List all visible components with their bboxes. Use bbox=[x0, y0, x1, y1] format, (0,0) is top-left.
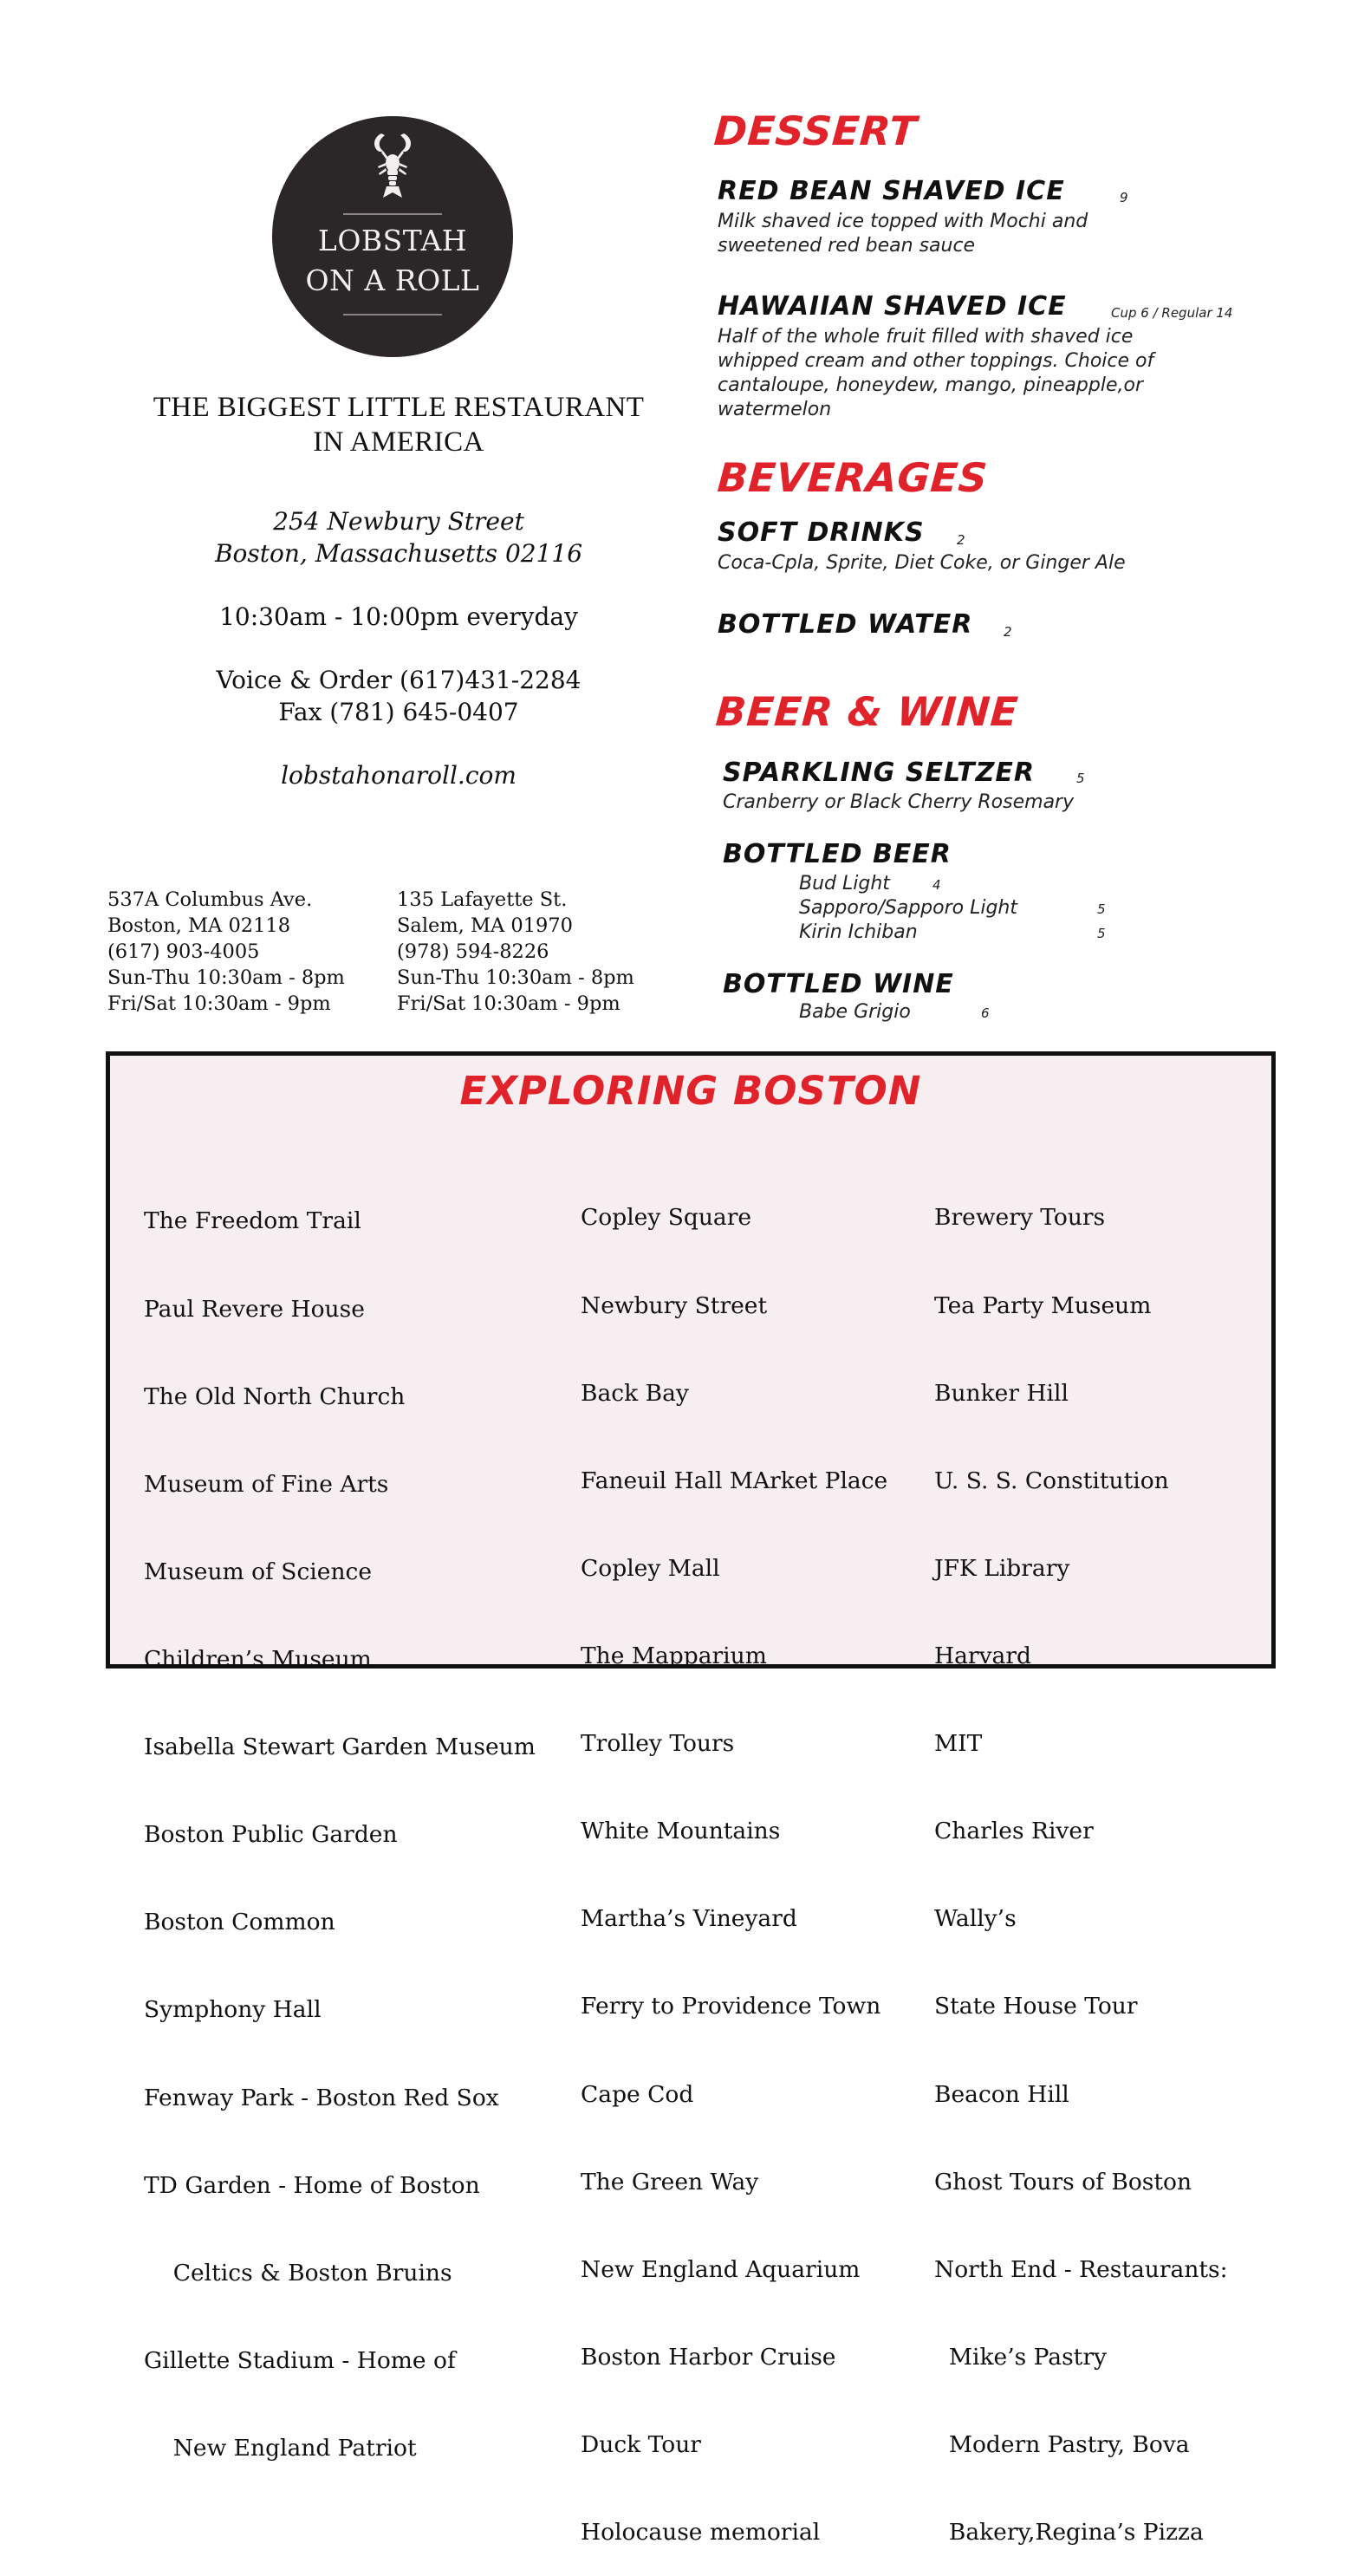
location-line: 537A Columbus Ave. bbox=[107, 888, 313, 911]
attraction-item: Isabella Stewart Garden Museum bbox=[144, 1734, 536, 1761]
location-line: Boston, MA 02118 bbox=[107, 914, 291, 937]
attraction-item: The Freedom Trail bbox=[144, 1207, 361, 1235]
attraction-item: Symphony Hall bbox=[144, 1996, 322, 2024]
phone-number: Voice & Order (617)431-2284 bbox=[216, 666, 582, 694]
website-link[interactable]: lobstahonaroll.com bbox=[281, 761, 517, 790]
attraction-item: Faneuil Hall MArket Place bbox=[581, 1467, 888, 1494]
beer-bud-light-price: 4 bbox=[932, 877, 941, 893]
desc-line: sweetened red bean sauce bbox=[718, 235, 976, 257]
attraction-item: Martha’s Vineyard bbox=[581, 1905, 797, 1933]
attraction-item: Holocause memorial bbox=[581, 2519, 821, 2547]
attraction-item: Harvard bbox=[934, 1642, 1031, 1669]
section-beverages-title: BEVERAGES bbox=[716, 454, 990, 501]
attraction-item: New England Aquarium bbox=[581, 2255, 861, 2283]
attraction-item: U. S. S. Constitution bbox=[934, 1467, 1169, 1494]
attraction-item: Ghost Tours of Boston bbox=[934, 2168, 1192, 2195]
attraction-item: Boston Public Garden bbox=[144, 1821, 398, 1849]
attraction-item: Boston Common bbox=[144, 1909, 335, 1936]
tagline-line2: IN AMERICA bbox=[313, 426, 484, 458]
restaurant-logo bbox=[272, 116, 513, 357]
attraction-item: The Old North Church bbox=[144, 1382, 406, 1410]
item-soft-drinks-name: SOFT DRINKS bbox=[718, 517, 925, 548]
attraction-item: North End - Restaurants: bbox=[934, 2255, 1228, 2283]
location-line: (978) 594-8226 bbox=[397, 940, 549, 963]
beer-sapporo-name: Sapporo/Sapporo Light bbox=[799, 897, 1017, 919]
attraction-item: Copley Square bbox=[581, 1204, 752, 1232]
item-bottled-water-price: 2 bbox=[1004, 624, 1012, 640]
item-hawaiian-name: HAWAIIAN SHAVED ICE bbox=[718, 291, 1067, 322]
item-bottled-wine-name: BOTTLED WINE bbox=[723, 969, 954, 999]
attraction-item: Gillette Stadium - Home of bbox=[144, 2346, 456, 2374]
desc-line: Milk shaved ice topped with Mochi and bbox=[718, 211, 1088, 232]
desc-line: cantaloupe, honeydew, mango, pineapple,or bbox=[718, 374, 1143, 396]
attraction-item: Modern Pastry, Bova bbox=[934, 2430, 1190, 2458]
item-soft-drinks-desc: Coca-Cpla, Sprite, Diet Coke, or Ginger Ale bbox=[718, 552, 1126, 574]
desc-line: Half of the whole fruit filled with shaved ice bbox=[718, 326, 1134, 348]
item-bottled-water-name: BOTTLED WATER bbox=[718, 609, 973, 640]
item-seltzer-name: SPARKLING SELTZER bbox=[723, 758, 1035, 788]
location-salem bbox=[397, 887, 634, 1017]
item-seltzer-price: 5 bbox=[1076, 771, 1085, 786]
address-city: Boston, Massachusetts 02116 bbox=[214, 539, 583, 568]
attraction-item: Charles River bbox=[934, 1818, 1094, 1845]
location-line: (617) 903-4005 bbox=[107, 940, 260, 963]
item-soft-drinks-price: 2 bbox=[957, 532, 965, 548]
location-line: Fri/Sat 10:30am - 9pm bbox=[397, 992, 621, 1015]
attraction-item: Newbury Street bbox=[581, 1291, 768, 1319]
attraction-item: TD Garden - Home of Boston bbox=[144, 2171, 480, 2199]
address-street: 254 Newbury Street bbox=[273, 507, 524, 536]
desc-line: watermelon bbox=[718, 399, 832, 420]
item-red-bean-desc bbox=[718, 210, 1255, 258]
attraction-item: Celtics & Boston Bruins bbox=[144, 2259, 452, 2287]
attraction-item: Brewery Tours bbox=[934, 1204, 1106, 1232]
attraction-item: State House Tour bbox=[934, 1993, 1138, 2020]
contact-numbers bbox=[139, 664, 659, 728]
attraction-item: Bunker Hill bbox=[934, 1379, 1069, 1407]
attraction-item: Wally’s bbox=[934, 1905, 1017, 1933]
attraction-item: Museum of Science bbox=[144, 1558, 373, 1585]
item-seltzer-desc: Cranberry or Black Cherry Rosemary bbox=[723, 791, 1075, 813]
exploring-boston-title: EXPLORING BOSTON bbox=[459, 1068, 922, 1114]
attraction-item: Copley Mall bbox=[581, 1554, 720, 1582]
section-beer-wine-title: BEER & WINE bbox=[714, 688, 1020, 735]
location-line: Sun-Thu 10:30am - 8pm bbox=[397, 966, 634, 989]
attraction-item: MIT bbox=[934, 1730, 983, 1758]
wine-babe-grigio-name: Babe Grigio bbox=[799, 1001, 911, 1023]
attractions-column-2 bbox=[581, 1145, 887, 2576]
attractions-column-3 bbox=[934, 1145, 1228, 2576]
attraction-item: Ferry to Providence Town bbox=[581, 1993, 881, 2020]
attraction-item: New England Patriot bbox=[144, 2434, 417, 2462]
attraction-item: JFK Library bbox=[934, 1554, 1070, 1582]
desc-line: whipped cream and other toppings. Choice of bbox=[718, 350, 1154, 372]
location-columbus bbox=[107, 887, 345, 1017]
street-address bbox=[139, 505, 659, 569]
logo-name-line1: LOBSTAH bbox=[317, 224, 468, 257]
attraction-item: The Mapparium bbox=[581, 1642, 767, 1669]
attraction-item: Bakery,Regina’s Pizza bbox=[934, 2519, 1204, 2547]
fax-number: Fax (781) 645-0407 bbox=[278, 698, 519, 726]
section-dessert-title: DESSERT bbox=[712, 107, 919, 154]
beer-kirin-name: Kirin Ichiban bbox=[799, 921, 918, 943]
wine-babe-grigio-price: 6 bbox=[981, 1005, 990, 1021]
attraction-item: The Green Way bbox=[581, 2168, 759, 2195]
attractions-column-1 bbox=[144, 1148, 536, 2492]
attraction-item: Museum of Fine Arts bbox=[144, 1470, 389, 1498]
item-red-bean-price: 9 bbox=[1120, 190, 1128, 205]
attraction-item: Paul Revere House bbox=[144, 1295, 365, 1323]
attraction-item: Trolley Tours bbox=[581, 1730, 735, 1758]
lobster-icon bbox=[369, 132, 416, 203]
location-line: 135 Lafayette St. bbox=[397, 888, 568, 911]
beer-kirin-price: 5 bbox=[1097, 926, 1106, 941]
attraction-item: Beacon Hill bbox=[934, 2080, 1069, 2108]
item-bottled-beer-name: BOTTLED BEER bbox=[723, 839, 952, 869]
location-line: Salem, MA 01970 bbox=[397, 914, 573, 937]
item-hawaiian-price: Cup 6 / Regular 14 bbox=[1111, 305, 1233, 321]
location-line: Fri/Sat 10:30am - 9pm bbox=[107, 992, 331, 1015]
logo-name-line2: ON A ROLL bbox=[305, 263, 480, 297]
attraction-item: Mike’s Pastry bbox=[934, 2343, 1107, 2371]
attraction-item: Fenway Park - Boston Red Sox bbox=[144, 2084, 499, 2111]
attraction-item: Back Bay bbox=[581, 1379, 689, 1407]
attraction-item: Duck Tour bbox=[581, 2430, 701, 2458]
attraction-item: Cape Cod bbox=[581, 2080, 694, 2108]
beer-sapporo-price: 5 bbox=[1097, 901, 1106, 917]
logo-divider-bottom bbox=[343, 314, 442, 315]
beer-bud-light-name: Bud Light bbox=[799, 873, 890, 894]
attraction-item: Boston Harbor Cruise bbox=[581, 2343, 836, 2371]
opening-hours: 10:30am - 10:00pm everyday bbox=[219, 602, 578, 631]
attraction-item: Tea Party Museum bbox=[934, 1291, 1152, 1319]
item-red-bean-name: RED BEAN SHAVED ICE bbox=[718, 176, 1065, 206]
attraction-item: Children’s Museum bbox=[144, 1645, 372, 1673]
tagline-line1: THE BIGGEST LITTLE RESTAURANT bbox=[153, 392, 645, 423]
item-hawaiian-desc bbox=[718, 325, 1255, 422]
tagline bbox=[121, 390, 676, 459]
logo-divider-top bbox=[343, 213, 442, 215]
attraction-item: White Mountains bbox=[581, 1818, 781, 1845]
location-line: Sun-Thu 10:30am - 8pm bbox=[107, 966, 345, 989]
